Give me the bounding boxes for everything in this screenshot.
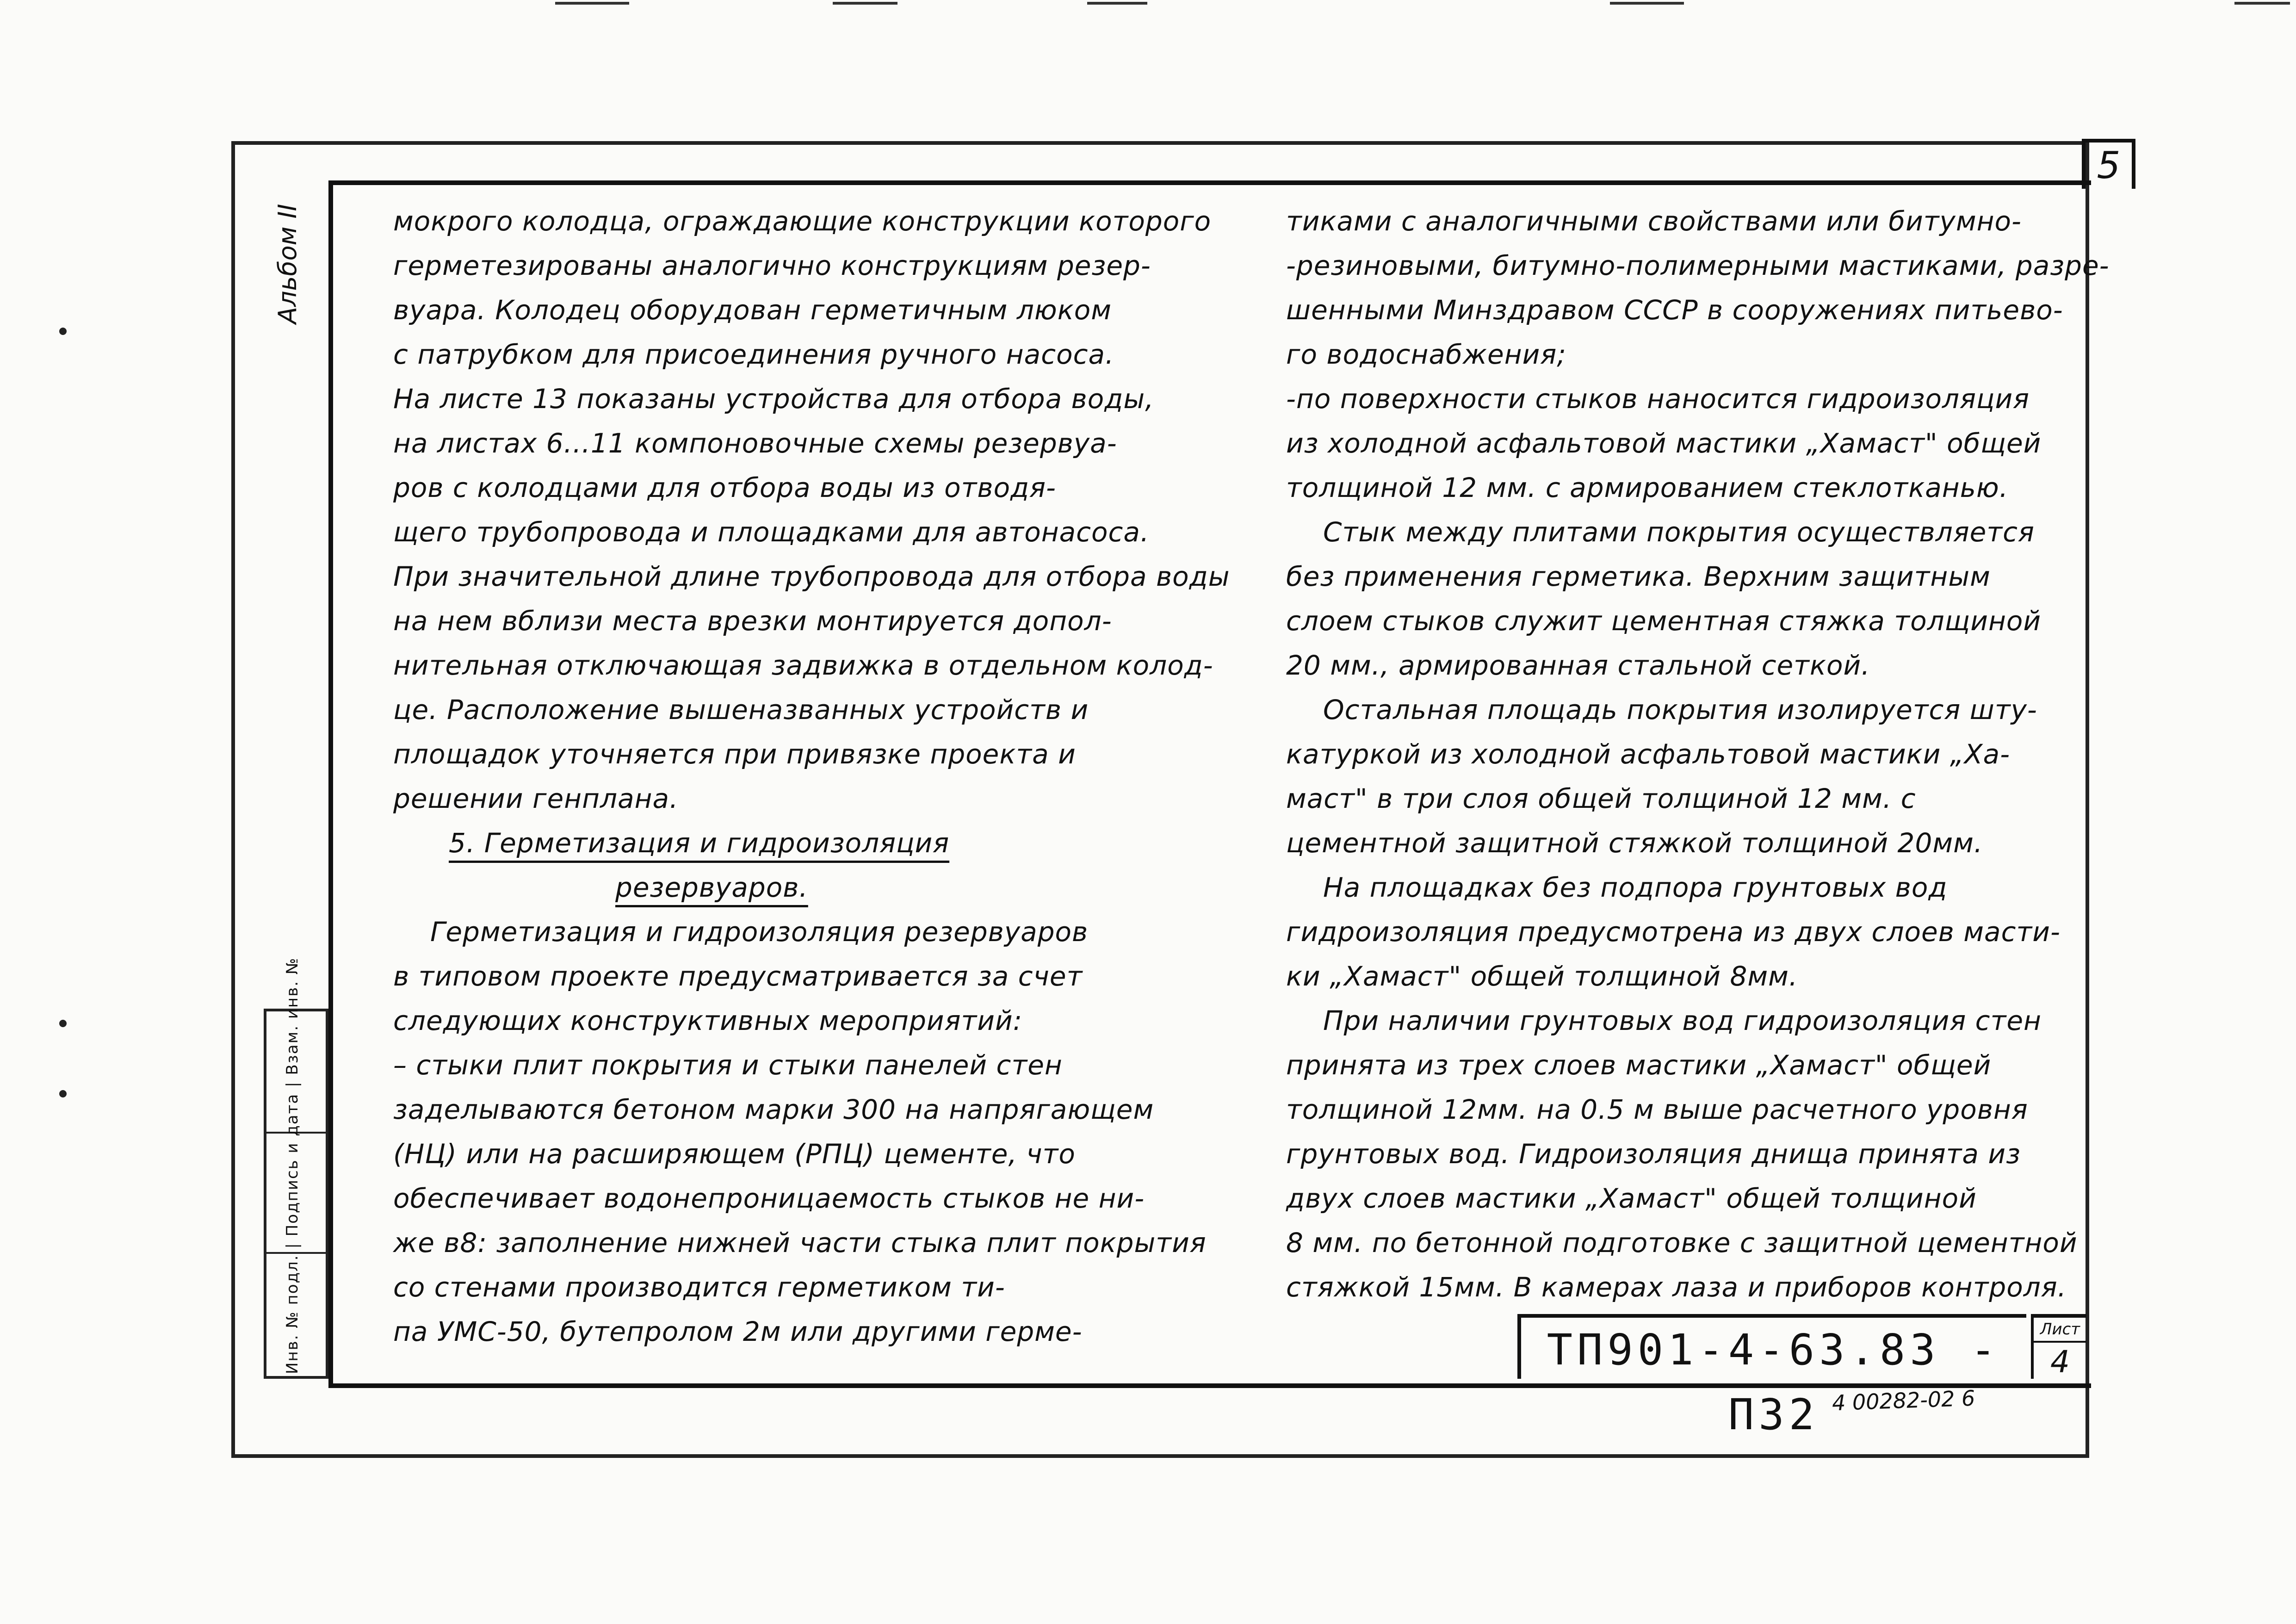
text-line: це. Расположение вышеназванных устройств и [393, 694, 1089, 725]
text-line: стяжкой 15мм. В камерах лаза и приборов контроля. [1286, 1271, 2067, 1303]
archive-code: 4 00282-02 6 [1832, 1385, 1976, 1416]
list-label: Лист [2034, 1318, 2086, 1343]
scan-mark [833, 2, 897, 5]
text-line: грунтовых вод. Гидроизоляция днища принята из [1286, 1138, 2021, 1170]
list-number-box [2031, 1314, 2086, 1379]
text-line: катуркой из холодной асфальтовой мастики „Ха- [1286, 738, 2011, 770]
text-line: Герметизация и гидроизоляция резервуаров [430, 916, 1089, 948]
text-line: При наличии грунтовых вод гидроизоляция стен [1323, 1005, 2042, 1036]
text-line: из холодной асфальтовой мастики „Хамаст" общей [1286, 428, 2042, 459]
text-line: ров с колодцами для отбора воды из отводя- [393, 472, 1056, 503]
text-line: па УМС-50, бутепролом 2м или другими герме- [393, 1316, 1083, 1347]
left-body-before-heading [393, 199, 1249, 821]
text-line: тиками с аналогичными свойствами или битумно- [1286, 205, 2022, 237]
inventory-stamp-text: Инв. № подл. | Подпись и дата | Взам. инв. № [283, 957, 302, 1374]
section-heading-line2 [393, 865, 1249, 910]
text-line: же в8: заполнение нижней части стыка плит покрытия [393, 1227, 1207, 1258]
scan-mark [1610, 2, 1684, 5]
text-line: на листах 6...11 компоновочные схемы резервуа- [393, 428, 1117, 459]
text-line: слоем стыков служит цементная стяжка толщиной [1286, 605, 2042, 637]
sheet-number: 5 [2082, 139, 2135, 189]
text-line: ки „Хамаст" общей толщиной 8мм. [1286, 961, 1798, 992]
text-line: площадок уточняется при привязке проекта и [393, 738, 1076, 770]
punch-hole-mark [59, 1090, 67, 1097]
section-heading-text: 5. Герметизация и гидроизоляция [449, 827, 950, 859]
text-line: нительная отключающая задвижка в отдельном колод- [393, 650, 1213, 681]
text-line: щего трубопровода и площадками для автонасоса. [393, 516, 1150, 548]
text-line: На площадках без подпора грунтовых вод [1323, 872, 1948, 903]
text-line: При значительной длине трубопровода для отбора воды [393, 561, 1230, 592]
scan-mark [1087, 2, 1147, 5]
text-line: решении генплана. [393, 783, 679, 814]
text-line: мокрого колодца, ограждающие конструкции которого [393, 205, 1212, 237]
text-line: гидроизоляция предусмотрена из двух слоев масти- [1286, 916, 2061, 948]
text-line: с патрубком для присоединения ручного насоса. [393, 339, 1114, 370]
text-line: 8 мм. по бетонной подготовке с защитной цементной [1286, 1227, 2078, 1258]
text-line: – стыки плит покрытия и стыки панелей стен [393, 1049, 1063, 1081]
text-line: герметезированы аналогично конструкциям резер- [393, 250, 1151, 281]
scan-mark [555, 2, 629, 5]
text-line: Стык между плитами покрытия осуществляется [1323, 516, 2035, 548]
text-line: цементной защитной стяжкой толщиной 20мм. [1286, 827, 1983, 859]
text-line: без применения герметика. Верхним защитным [1286, 561, 1991, 592]
list-number: 4 [2050, 1344, 2070, 1380]
text-line: го водоснабжения; [1286, 339, 1566, 370]
text-line: Остальная площадь покрытия изолируется шту- [1323, 694, 2037, 725]
text-line: маст" в три слоя общей толщиной 12 мм. с [1286, 783, 1916, 814]
title-block-code: ТП901-4-63.83 - П32 [1517, 1314, 2026, 1379]
punch-hole-mark [59, 328, 67, 335]
section-heading-text: резервуаров. [615, 872, 808, 903]
album-label: Альбом II [273, 204, 302, 324]
text-line: принята из трех слоев мастики „Хамаст" общей [1286, 1049, 1992, 1081]
text-line: 20 мм., армированная стальной сеткой. [1286, 650, 1870, 681]
text-line: толщиной 12 мм. с армированием стеклотканью. [1286, 472, 2009, 503]
text-line: вуара. Колодец оборудован герметичным люком [393, 294, 1112, 326]
text-line: следующих конструктивных мероприятий: [393, 1005, 1023, 1036]
text-line: шенными Минздравом СССР в сооружениях питьево- [1286, 294, 2063, 326]
text-line: обеспечивает водонепроницаемость стыков не ни- [393, 1183, 1145, 1214]
punch-hole-mark [59, 1020, 67, 1027]
right-text-column [1286, 199, 2110, 1309]
left-text-column [393, 199, 1249, 1354]
text-line: двух слоев мастики „Хамаст" общей толщиной [1286, 1183, 1977, 1214]
text-line: (НЦ) или на расширяющем (РПЦ) цементе, что [393, 1138, 1076, 1170]
text-line: со стенами производится герметиком ти- [393, 1271, 1005, 1303]
text-line: заделываются бетоном марки 300 на напрягающем [393, 1094, 1154, 1125]
text-line: -по поверхности стыков наносится гидроизоляция [1286, 383, 2030, 415]
scan-mark [2234, 2, 2290, 5]
text-line: -резиновыми, битумно-полимерными мастиками, разре- [1286, 250, 2110, 281]
text-line: На листе 13 показаны устройства для отбора воды, [393, 383, 1154, 415]
left-body-after-heading [393, 910, 1249, 1354]
text-line: толщиной 12мм. на 0.5 м выше расчетного уровня [1286, 1094, 2028, 1125]
text-line: на нем вблизи места врезки монтируется допол- [393, 605, 1112, 637]
text-line: в типовом проекте предусматривается за счет [393, 961, 1083, 992]
section-heading-line1 [393, 821, 1249, 865]
